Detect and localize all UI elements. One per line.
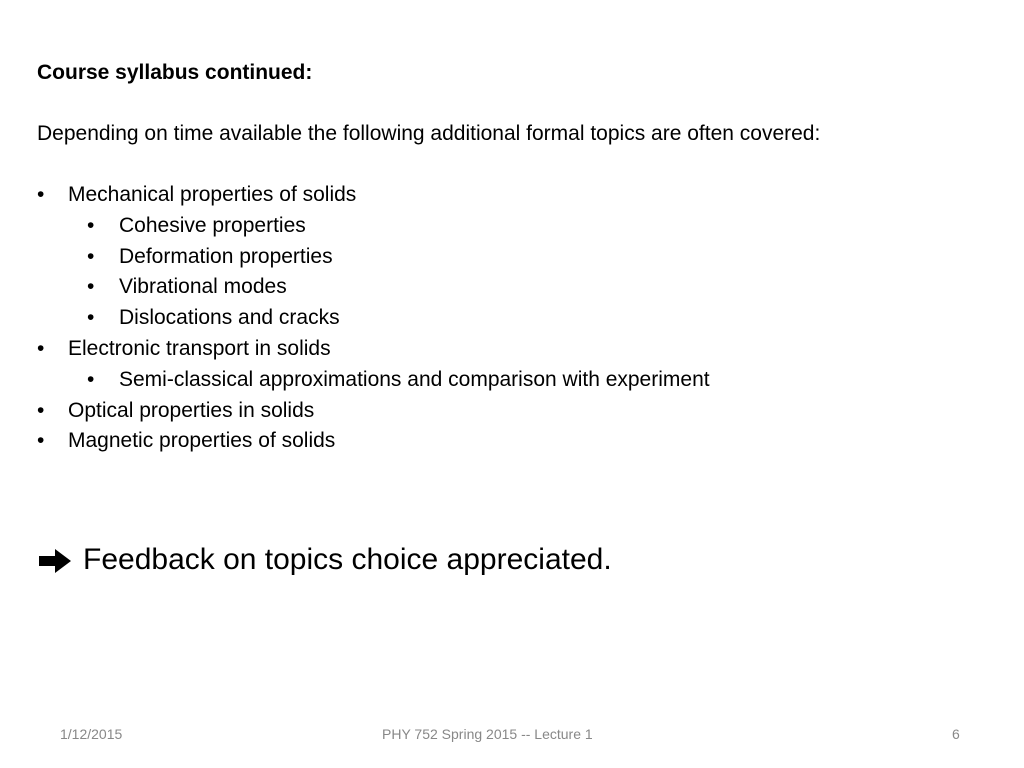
feedback-callout [37,538,612,582]
list-item [0,303,710,334]
page-number: 6 [952,726,960,742]
list-item [0,365,710,396]
list-item [0,334,710,365]
list-item-text: Optical properties in solids [68,398,315,422]
list-item-text: Deformation properties [119,244,333,268]
bullet: • [37,183,45,206]
list-item [0,272,710,303]
footer-date: 1/12/2015 [60,726,123,742]
list-item-text: Cohesive properties [119,213,306,237]
bullet: • [87,275,95,299]
bullet: • [87,367,95,391]
list-item-text: Semi-classical approximations and comparison with experiment [119,367,710,391]
list-item [0,180,710,211]
topic-list [0,180,710,457]
list-item-text: Vibrational modes [119,275,287,299]
intro-text: Depending on time available the following additional formal topics are often covered: [37,122,821,145]
callout-text: Feedback on topics choice appreciated. [83,543,612,576]
list-item-text: Electronic transport in solids [68,336,331,360]
footer-title: PHY 752 Spring 2015 -- Lecture 1 [382,726,593,742]
right-arrow-icon [37,545,73,575]
list-item [0,211,710,242]
list-item-text: Dislocations and cracks [119,306,340,330]
list-item [0,242,710,273]
bullet: • [87,306,95,330]
bullet: • [37,336,45,360]
slide-heading: Course syllabus continued: [37,61,313,84]
list-item-text: Magnetic properties of solids [68,429,336,453]
bullet: • [37,429,45,453]
bullet: • [87,244,95,268]
bullet: • [87,213,95,237]
list-item [0,396,710,427]
list-item-text: Mechanical properties of solids [68,183,357,206]
list-item [0,426,710,457]
bullet: • [37,398,45,422]
